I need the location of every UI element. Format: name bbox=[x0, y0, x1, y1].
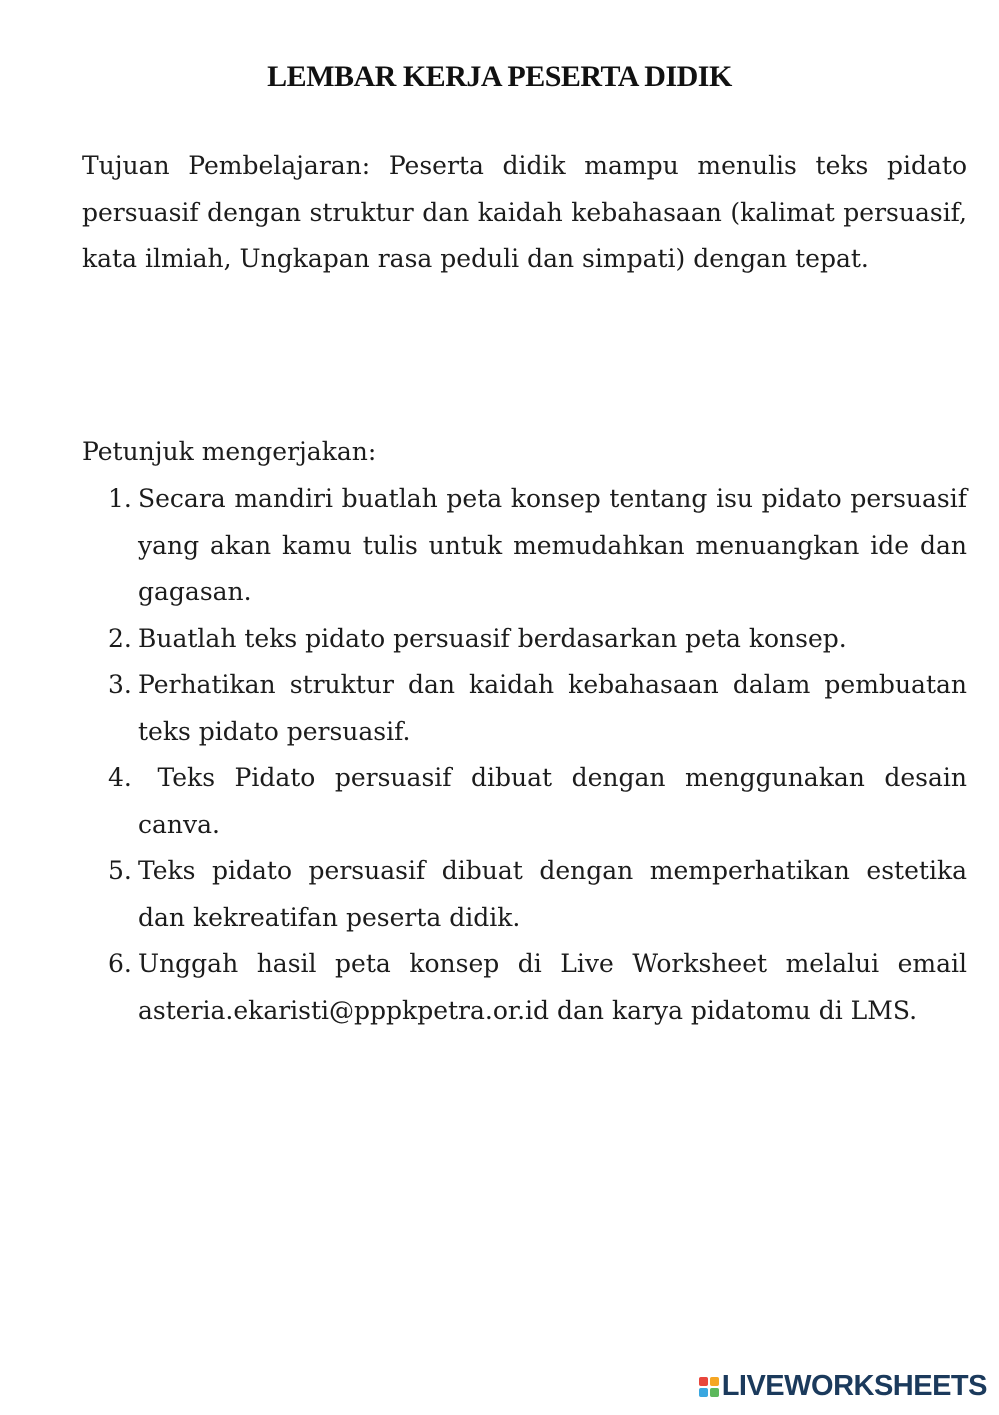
instruction-text: Unggah hasil peta konsep di Live Worksheet melalui email asteria.ekaristi@pppkpetra.or.id dan karya pidatomu di LMS. bbox=[138, 949, 967, 1025]
logo-tile bbox=[710, 1377, 719, 1386]
learning-objective: Tujuan Pembelajaran: Peserta didik mampu menulis teks pidato persuasif dengan struktur dan kaidah kebahasaan (kalimat persuasif, kata ilmiah, Ungkapan rasa peduli dan simpati) dengan tepat. bbox=[82, 151, 967, 273]
instruction-number: 5. bbox=[108, 856, 132, 885]
logo-tile bbox=[699, 1388, 708, 1397]
liveworksheets-logo-icon bbox=[699, 1377, 719, 1397]
page-title: LEMBAR KERJA PESERTA DIDIK bbox=[267, 60, 732, 93]
instruction-text: Buatlah teks pidato persuasif berdasarkan peta konsep. bbox=[138, 623, 847, 653]
instruction-text: Teks pidato persuasif dibuat dengan memperhatikan estetika dan kekreatifan peserta didik. bbox=[138, 856, 967, 932]
instruction-number: 3. bbox=[108, 670, 132, 699]
instruction-item bbox=[82, 662, 967, 755]
instructions-heading: Petunjuk mengerjakan: bbox=[82, 437, 377, 466]
instruction-item bbox=[82, 941, 967, 1034]
logo-tile bbox=[699, 1377, 708, 1386]
instruction-text: Teks Pidato persuasif dibuat dengan menggunakan desain canva. bbox=[138, 763, 975, 839]
instruction-item bbox=[82, 616, 967, 663]
instruction-number: 1. bbox=[108, 484, 132, 513]
instruction-text: Secara mandiri buatlah peta konsep tentang isu pidato persuasif yang akan kamu tulis untuk memudahkan menuangkan ide dan gagasan. bbox=[138, 484, 967, 606]
instruction-item bbox=[82, 755, 975, 848]
instruction-item bbox=[82, 848, 967, 941]
instruction-number: 2. bbox=[108, 623, 132, 653]
instruction-text: Perhatikan struktur dan kaidah kebahasaan dalam pembuatan teks pidato persuasif. bbox=[138, 670, 967, 746]
instruction-number: 4. bbox=[108, 763, 132, 792]
watermark-text: LIVEWORKSHEETS bbox=[721, 1370, 987, 1402]
instruction-item bbox=[82, 476, 967, 616]
instruction-number: 6. bbox=[108, 949, 132, 978]
instruction-list bbox=[82, 476, 975, 1034]
liveworksheets-watermark bbox=[699, 1370, 987, 1403]
logo-tile bbox=[710, 1388, 719, 1397]
